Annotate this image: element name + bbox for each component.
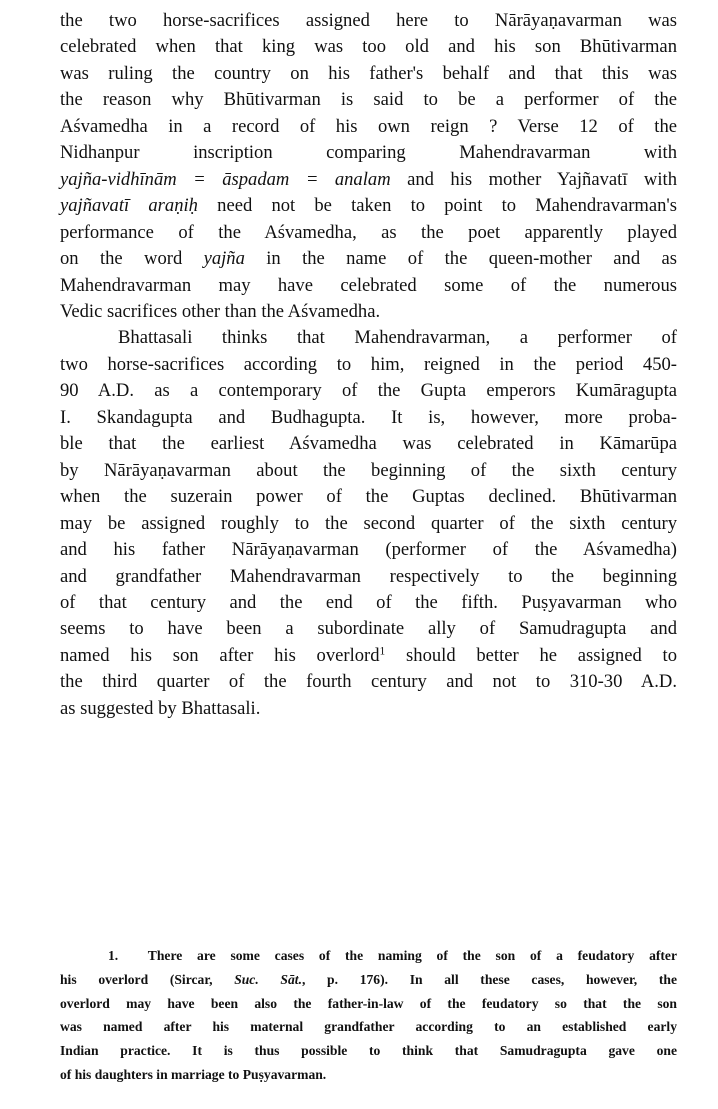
text-line: seems to have been a subordinate ally of Samudragupta and	[60, 618, 677, 640]
text-line: Vedic sacrifices other than the Aśvamedha.	[60, 300, 381, 322]
text-line: may be assigned roughly to the second quarter of the sixth century	[60, 512, 677, 534]
text-line: Mahendravarman may have celebrated some of the numerous	[60, 274, 677, 296]
text-line: celebrated when that king was too old and his son Bhūtivarman	[60, 36, 677, 58]
footnote-marker: 1.	[108, 948, 119, 963]
text-run: in the name of the queen-mother and as	[244, 248, 677, 270]
text-line: the reason why Bhūtivarman is said to be a performer of the	[60, 89, 677, 111]
text-run: on the word	[60, 248, 204, 270]
text-run: his overlord (Sircar,	[60, 971, 235, 987]
text-line: two horse-sacrifices according to him, reigned in the period 450-	[60, 353, 677, 375]
text-line	[60, 193, 677, 219]
text-line: ble that the earliest Aśvamedha was celebrated in Kāmarūpa	[60, 433, 677, 455]
footnote-line: was named after his maternal grandfather according to an established early	[60, 1019, 677, 1035]
footnote-line: Indian practice. It is thus possible to think that Samudragupta gave one	[60, 1043, 677, 1059]
text-run: , p. 176). In all these cases, however, the	[301, 971, 677, 987]
text-line: was ruling the country on his father's behalf and that this was	[60, 62, 677, 84]
italic-phrase: yajñavatī araṇiḥ	[60, 195, 198, 217]
footnote-line	[60, 944, 677, 968]
text-run: and his mother Yajñavatī with	[390, 168, 677, 190]
italic-phrase: yajña-vidhīnām = āspadam = analam	[60, 168, 391, 190]
paragraph-2	[60, 325, 677, 722]
text-line: performance of the Aśvamedha, as the poet apparently played	[60, 221, 677, 243]
text-line	[60, 246, 677, 272]
footnote	[60, 944, 677, 1087]
footnote-line: overlord may have been also the father-in-law of the feudatory so that the son	[60, 995, 677, 1011]
text-line: 90 A.D. as a contemporary of the Gupta emperors Kumāragupta	[60, 380, 677, 402]
text-line: Nidhanpur inscription comparing Mahendravarman with	[60, 142, 677, 164]
text-line: as suggested by Bhattasali.	[60, 697, 261, 719]
footnote-reference[interactable]: 1	[379, 645, 386, 658]
italic-phrase: Suc. Sāt.	[234, 971, 302, 987]
text-run: There are some cases of the naming of the son of a feudatory after	[147, 948, 677, 963]
italic-phrase: yajña	[203, 248, 245, 270]
footnote-line	[60, 968, 677, 992]
paragraph-1	[60, 8, 677, 325]
text-line: by Nārāyaṇavarman about the beginning of the sixth century	[60, 459, 677, 481]
text-line: Bhattasali thinks that Mahendravarman, a performer of	[118, 327, 677, 349]
text-line: when the suzerain power of the Guptas declined. Bhūtivarman	[60, 486, 677, 508]
body-text	[60, 8, 677, 722]
text-line: I. Skandagupta and Budhagupta. It is, however, more proba-	[60, 406, 677, 428]
text-line: and his father Nārāyaṇavarman (performer of the Aśvamedha)	[60, 539, 677, 561]
text-line	[60, 167, 677, 193]
text-line: the third quarter of the fourth century and not to 310-30 A.D.	[60, 671, 677, 693]
text-run: named his son after his overlord	[60, 644, 380, 666]
text-run: need not be taken to point to Mahendravarman's	[197, 195, 677, 217]
footnote-line: of his daughters in marriage to Puṣyavarman.	[60, 1066, 327, 1082]
text-line	[60, 643, 677, 669]
text-run: should better he assigned to	[385, 644, 677, 666]
text-line: of that century and the end of the fifth. Puṣyavarman who	[60, 591, 677, 613]
text-line: and grandfather Mahendravarman respectively to the beginning	[60, 565, 677, 587]
text-line: Aśvamedha in a record of his own reign ? Verse 12 of the	[60, 115, 677, 137]
text-line: the two horse-sacrifices assigned here to Nārāyaṇavarman was	[60, 10, 677, 31]
